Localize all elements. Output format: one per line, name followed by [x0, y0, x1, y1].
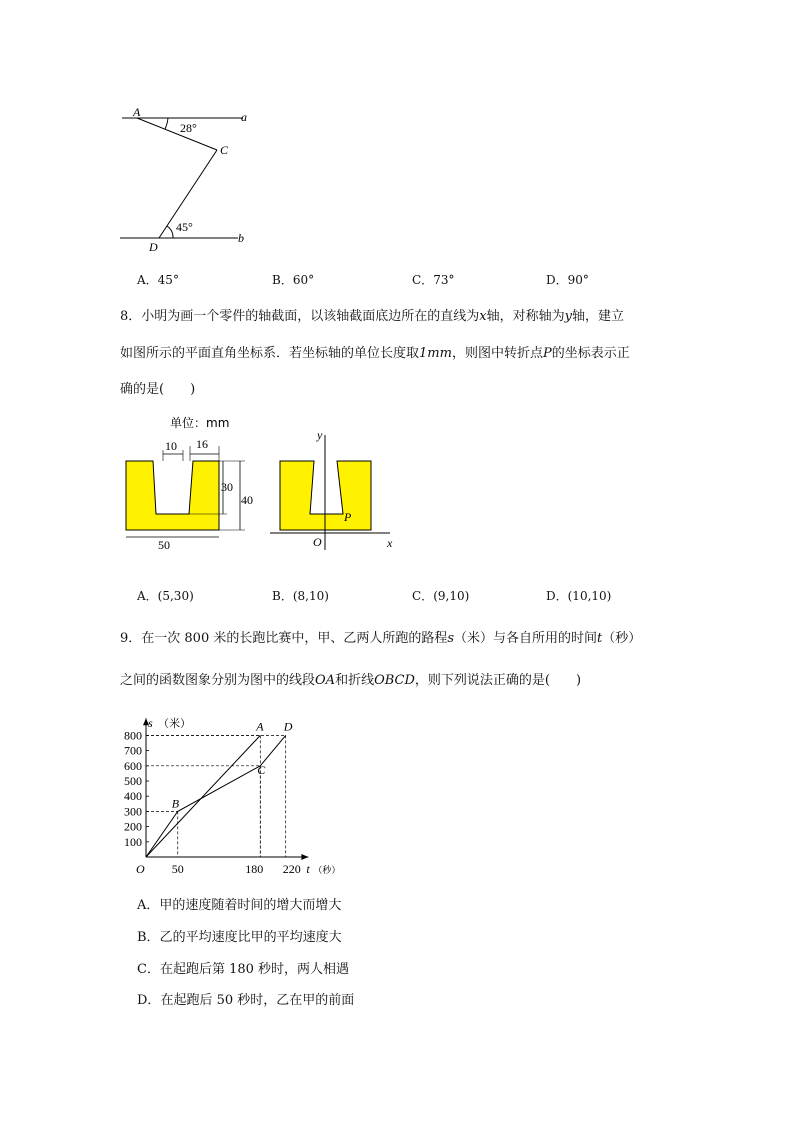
part-left	[126, 461, 219, 530]
q9-option-b[interactable]: B．乙的平均速度比甲的平均速度大	[137, 930, 342, 945]
y-tick-label: 300	[124, 804, 142, 819]
dim-16: 16	[196, 437, 208, 451]
q8-option-c[interactable]: C．(9,10)	[412, 589, 470, 603]
angle-arc-bottom	[167, 226, 173, 238]
x-tick-label: 220	[282, 862, 301, 876]
y-axis-label: s	[148, 716, 153, 731]
q8-line-1: 8．小明为画一个零件的轴截面，以该轴截面底边所在的直线为x轴，对称轴为y轴，建立	[120, 309, 625, 324]
unit-label: 单位：mm	[170, 416, 230, 430]
point-label-B: B	[171, 796, 180, 811]
point-label-C: C	[257, 762, 266, 777]
y-tick-label: 200	[124, 819, 142, 834]
y-axis-unit: （米）	[158, 718, 191, 731]
x-axis-unit: （秒）	[313, 865, 341, 875]
y-tick-label: 400	[124, 789, 142, 804]
y-tick-label: 500	[124, 774, 142, 788]
q7-option-c[interactable]: C．73°	[412, 273, 455, 287]
q8-line-3: 确的是( )	[120, 382, 196, 397]
q9-line-1: 9．在一次 800 米的长跑比赛中，甲、乙两人所跑的路程s（米）与各自所用的时间t（秒）	[120, 631, 642, 646]
q9-chart	[110, 700, 350, 880]
point-P: P	[344, 510, 352, 524]
angle-arc-top	[165, 118, 168, 129]
y-tick-label: 800	[124, 728, 142, 743]
x-axis-arrow	[301, 854, 308, 860]
q9-option-c[interactable]: C．在起跑后第 180 秒时，两人相遇	[137, 962, 350, 977]
axis-x-label: x	[387, 536, 393, 550]
axis-y-label: y	[317, 428, 323, 442]
dim-30: 30	[221, 480, 233, 494]
dim-40: 40	[241, 493, 253, 507]
q8-line-2: 如图所示的平面直角坐标系．若坐标轴的单位长度取1mm，则图中转折点P的坐标表示正	[120, 346, 630, 361]
label-b: b	[238, 231, 244, 245]
segment-ac	[137, 118, 217, 150]
label-a: a	[241, 110, 247, 124]
q7-option-d[interactable]: D．90°	[546, 273, 589, 287]
y-tick-label: 600	[124, 758, 142, 773]
label-C: C	[220, 143, 229, 157]
q9-line-2: 之间的函数图象分别为图中的线段OA和折线OBCD，则下列说法正确的是( )	[120, 673, 582, 688]
angle-bottom-label: 45°	[176, 220, 193, 234]
q7-figure	[110, 100, 270, 260]
q7-option-b[interactable]: B．60°	[272, 273, 315, 287]
q8-option-d[interactable]: D．(10,10)	[546, 589, 612, 603]
label-A: A	[133, 105, 141, 119]
origin-label: O	[313, 535, 322, 549]
origin-label: O	[136, 862, 145, 876]
q7-option-a[interactable]: A．45°	[137, 273, 179, 287]
dim-50: 50	[158, 538, 170, 552]
q8-option-a[interactable]: A．(5,30)	[137, 589, 194, 603]
point-label-A: A	[256, 719, 264, 734]
q9-option-d[interactable]: D．在起跑后 50 秒时，乙在甲的前面	[137, 993, 355, 1008]
x-tick-label: 50	[171, 862, 184, 876]
q8-figure	[115, 410, 405, 560]
x-axis-label: t	[306, 862, 310, 876]
x-tick-label: 180	[245, 862, 264, 876]
point-label-D: D	[283, 719, 293, 734]
q9-option-a[interactable]: A．甲的速度随着时间的增大而增大	[137, 898, 342, 913]
q8-option-b[interactable]: B．(8,10)	[272, 589, 329, 603]
angle-top-label: 28°	[180, 121, 197, 135]
series-line-1	[146, 735, 286, 857]
y-tick-label: 700	[124, 743, 142, 758]
y-tick-label: 100	[124, 834, 142, 849]
dim-10: 10	[165, 439, 177, 453]
label-D: D	[149, 240, 158, 254]
series-line-0	[146, 735, 260, 857]
